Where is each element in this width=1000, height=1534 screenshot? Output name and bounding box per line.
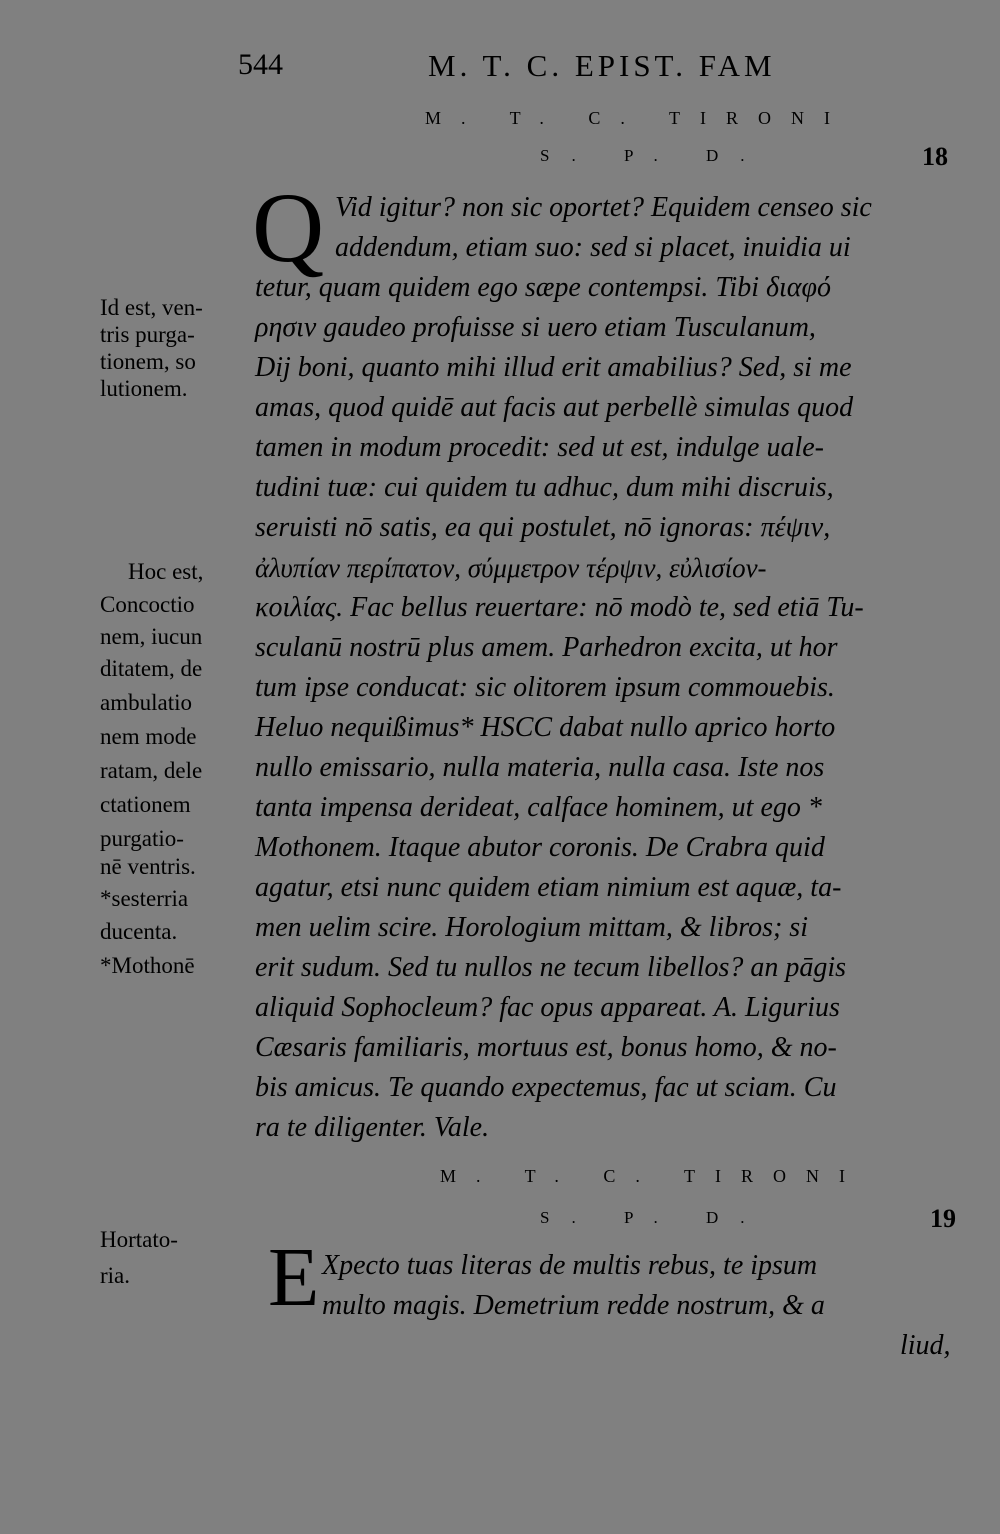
text-line: κοιλίας. Fac bellus reuertare: nō modò te, sed etiā Tu- <box>255 592 864 623</box>
margin-note-line: ria. <box>100 1263 131 1288</box>
margin-note-line: ducenta. <box>100 919 178 944</box>
text-line: nullo emissario, nulla materia, nulla casa. Iste nos <box>255 752 825 783</box>
text-line: ἀλυπίαν περίπατον, σύμμετρον τέρψιν, εὐλισίον- <box>255 553 767 583</box>
letter-number: 19 <box>930 1204 956 1233</box>
text-line: sculanū nostrū plus amem. Parhedron excita, ut hor <box>255 632 838 663</box>
letter-spd: S. P. D. <box>540 1208 767 1227</box>
text-line: tetur, quam quidem ego sæpe contempsi. Tibi διαφό <box>255 272 831 303</box>
margin-note-line: Hoc est, <box>128 559 204 584</box>
text-line: tamen in modum procedit: sed ut est, indulge uale- <box>255 432 824 463</box>
page-number: 544 <box>238 48 283 81</box>
margin-note-line: ctationem <box>100 792 191 817</box>
letter-salutation: M. T. C. TIRONI <box>440 1166 866 1186</box>
text-line: erit sudum. Sed tu nullos ne tecum libellos? an pāgis <box>255 952 847 983</box>
text-line: ρησιν gaudeo profuisse si uero etiam Tusculanum, <box>255 312 816 343</box>
text-line: bis amicus. Te quando expectemus, fac ut sciam. Cu <box>255 1072 837 1103</box>
margin-note-line: Id est, ven- <box>100 295 203 320</box>
margin-note-line: nem mode <box>100 724 197 749</box>
margin-note-line: tris purga- <box>100 322 195 347</box>
letter-salutation: M. T. C. TIRONI <box>425 108 851 128</box>
text-line: Xpecto tuas literas de multis rebus, te ipsum <box>322 1250 818 1281</box>
margin-note-line: tionem, so <box>100 349 196 374</box>
running-title: M. T. C. EPIST. FAM <box>428 48 776 83</box>
text-line: Mothonem. Itaque abutor coronis. De Crabra quid <box>255 832 825 863</box>
text-line: multo magis. Demetrium redde nostrum, & a <box>322 1290 825 1321</box>
text-line: tanta impensa derideat, calface hominem, ut ego * <box>255 792 822 823</box>
text-line: tudini tuæ: cui quidem tu adhuc, dum mihi discruis, <box>255 472 834 503</box>
text-line: liud, <box>900 1330 951 1361</box>
text-line: Dij boni, quanto mihi illud erit amabilius? Sed, si me <box>255 352 852 383</box>
text-line: ra te diligenter. Vale. <box>255 1112 490 1143</box>
text-line: Heluo nequißimus* HSCC dabat nullo aprico horto <box>255 712 836 743</box>
text-line: seruisti nō satis, ea qui postulet, nō ignoras: πέψιν, <box>255 512 831 543</box>
drop-initial: Q <box>252 172 325 283</box>
letter-number: 18 <box>922 142 948 171</box>
text-line: tum ipse conducat: sic olitorem ipsum commouebis. <box>255 672 835 703</box>
margin-note-line: Concoctio <box>100 592 195 617</box>
text-line: men uelim scire. Horologium mittam, & libros; si <box>255 912 808 943</box>
margin-note-line: *Mothonē <box>100 953 195 978</box>
letter-spd: S. P. D. <box>540 146 767 165</box>
margin-note-line: ambulatio <box>100 690 192 715</box>
margin-note-line: ditatem, de <box>100 656 203 681</box>
margin-note-line: purgatio- <box>100 826 184 851</box>
text-line: agatur, etsi nunc quidem etiam nimium est aquæ, ta- <box>255 872 842 903</box>
text-line: aliquid Sophocleum? fac opus appareat. A. Ligurius <box>255 992 840 1023</box>
margin-note-line: nē ventris. <box>100 854 196 879</box>
margin-note-line: ratam, dele <box>100 758 203 783</box>
margin-note-line: nem, iucun <box>100 624 203 649</box>
text-line: amas, quod quidē aut facis aut perbellè simulas quod <box>255 392 854 423</box>
margin-note-line: Hortato- <box>100 1227 178 1252</box>
margin-note-line: lutionem. <box>100 376 188 401</box>
text-line: Cæsaris familiaris, mortuus est, bonus homo, & no- <box>255 1032 837 1063</box>
drop-initial: E <box>268 1231 320 1324</box>
margin-note-line: *sesterria <box>100 886 189 911</box>
text-line: addendum, etiam suo: sed si placet, inuidia ui <box>335 232 851 263</box>
text-line: Vid igitur? non sic oportet? Equidem censeo sic <box>335 192 872 223</box>
